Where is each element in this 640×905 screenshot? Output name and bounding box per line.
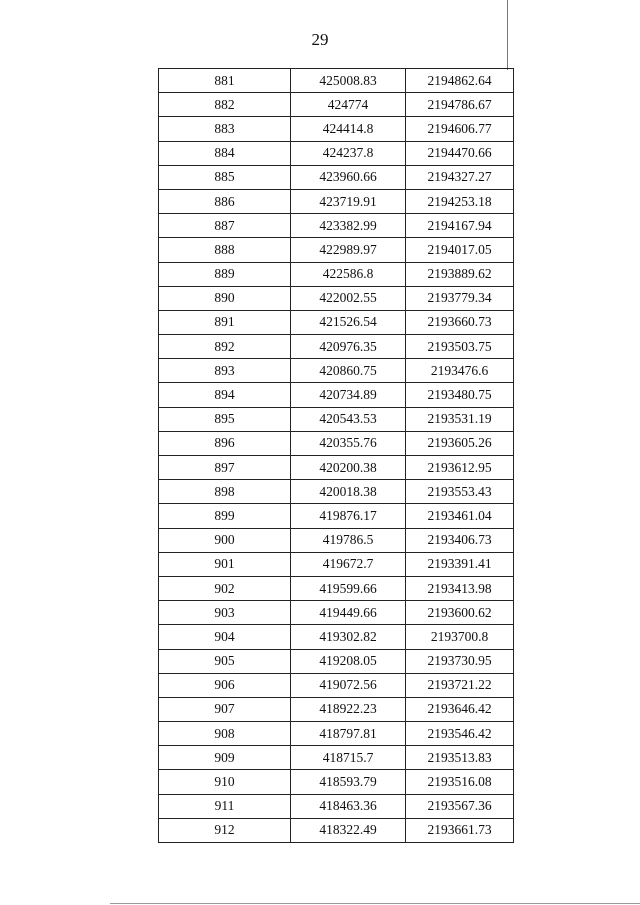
- page-number: 29: [311, 30, 329, 49]
- x-coordinate-cell: 419786.5: [291, 528, 406, 552]
- table-row: [159, 117, 514, 141]
- point-id-cell: 887: [159, 214, 291, 238]
- point-id-cell: 891: [159, 310, 291, 334]
- table-row: [159, 165, 514, 189]
- y-coordinate-cell: 2193516.08: [406, 770, 514, 794]
- x-coordinate-cell: 420860.75: [291, 359, 406, 383]
- y-coordinate-cell: 2193503.75: [406, 335, 514, 359]
- table-row: [159, 431, 514, 455]
- table-row: [159, 238, 514, 262]
- x-coordinate-cell: 419208.05: [291, 649, 406, 673]
- y-coordinate-cell: 2193553.43: [406, 480, 514, 504]
- table-row: [159, 649, 514, 673]
- x-coordinate-cell: 418593.79: [291, 770, 406, 794]
- table-row: [159, 770, 514, 794]
- scan-margin-line: [507, 0, 508, 70]
- point-id-cell: 901: [159, 552, 291, 576]
- y-coordinate-cell: 2194786.67: [406, 93, 514, 117]
- x-coordinate-cell: 424414.8: [291, 117, 406, 141]
- table-row: [159, 746, 514, 770]
- y-coordinate-cell: 2193779.34: [406, 286, 514, 310]
- y-coordinate-cell: 2193600.62: [406, 601, 514, 625]
- x-coordinate-cell: 418715.7: [291, 746, 406, 770]
- y-coordinate-cell: 2193721.22: [406, 673, 514, 697]
- point-id-cell: 890: [159, 286, 291, 310]
- table-row: [159, 407, 514, 431]
- y-coordinate-cell: 2193700.8: [406, 625, 514, 649]
- x-coordinate-cell: 420734.89: [291, 383, 406, 407]
- point-id-cell: 910: [159, 770, 291, 794]
- x-coordinate-cell: 423960.66: [291, 165, 406, 189]
- table-row: [159, 818, 514, 842]
- table-row: [159, 722, 514, 746]
- y-coordinate-cell: 2194606.77: [406, 117, 514, 141]
- point-id-cell: 909: [159, 746, 291, 770]
- y-coordinate-cell: 2193646.42: [406, 697, 514, 721]
- point-id-cell: 892: [159, 335, 291, 359]
- x-coordinate-cell: 420355.76: [291, 431, 406, 455]
- y-coordinate-cell: 2193567.36: [406, 794, 514, 818]
- point-id-cell: 912: [159, 818, 291, 842]
- y-coordinate-cell: 2193531.19: [406, 407, 514, 431]
- y-coordinate-cell: 2193730.95: [406, 649, 514, 673]
- coordinate-table: [158, 68, 514, 843]
- point-id-cell: 896: [159, 431, 291, 455]
- y-coordinate-cell: 2193612.95: [406, 456, 514, 480]
- y-coordinate-cell: 2194862.64: [406, 69, 514, 93]
- y-coordinate-cell: 2193889.62: [406, 262, 514, 286]
- y-coordinate-cell: 2193391.41: [406, 552, 514, 576]
- y-coordinate-cell: 2194327.27: [406, 165, 514, 189]
- table-row: [159, 601, 514, 625]
- point-id-cell: 906: [159, 673, 291, 697]
- x-coordinate-cell: 419302.82: [291, 625, 406, 649]
- coordinate-table-body: [159, 69, 514, 843]
- x-coordinate-cell: 420200.38: [291, 456, 406, 480]
- scan-edge-line: [110, 903, 640, 904]
- point-id-cell: 886: [159, 189, 291, 213]
- x-coordinate-cell: 418463.36: [291, 794, 406, 818]
- table-row: [159, 576, 514, 600]
- y-coordinate-cell: 2193476.6: [406, 359, 514, 383]
- table-row: [159, 480, 514, 504]
- y-coordinate-cell: 2193461.04: [406, 504, 514, 528]
- y-coordinate-cell: 2193546.42: [406, 722, 514, 746]
- table-row: [159, 456, 514, 480]
- x-coordinate-cell: 420018.38: [291, 480, 406, 504]
- point-id-cell: 902: [159, 576, 291, 600]
- point-id-cell: 893: [159, 359, 291, 383]
- point-id-cell: 885: [159, 165, 291, 189]
- point-id-cell: 889: [159, 262, 291, 286]
- x-coordinate-cell: 423719.91: [291, 189, 406, 213]
- y-coordinate-cell: 2193413.98: [406, 576, 514, 600]
- x-coordinate-cell: 418797.81: [291, 722, 406, 746]
- table-row: [159, 697, 514, 721]
- x-coordinate-cell: 423382.99: [291, 214, 406, 238]
- x-coordinate-cell: 425008.83: [291, 69, 406, 93]
- table-row: [159, 69, 514, 93]
- table-row: [159, 528, 514, 552]
- point-id-cell: 904: [159, 625, 291, 649]
- table-row: [159, 383, 514, 407]
- x-coordinate-cell: 422989.97: [291, 238, 406, 262]
- point-id-cell: 888: [159, 238, 291, 262]
- table-row: [159, 93, 514, 117]
- point-id-cell: 894: [159, 383, 291, 407]
- x-coordinate-cell: 420543.53: [291, 407, 406, 431]
- table-row: [159, 310, 514, 334]
- point-id-cell: 900: [159, 528, 291, 552]
- table-row: [159, 286, 514, 310]
- point-id-cell: 898: [159, 480, 291, 504]
- point-id-cell: 908: [159, 722, 291, 746]
- table-row: [159, 673, 514, 697]
- table-row: [159, 504, 514, 528]
- point-id-cell: 905: [159, 649, 291, 673]
- x-coordinate-cell: 422002.55: [291, 286, 406, 310]
- y-coordinate-cell: 2193660.73: [406, 310, 514, 334]
- y-coordinate-cell: 2193661.73: [406, 818, 514, 842]
- x-coordinate-cell: 424774: [291, 93, 406, 117]
- table-row: [159, 189, 514, 213]
- point-id-cell: 897: [159, 456, 291, 480]
- x-coordinate-cell: 418322.49: [291, 818, 406, 842]
- y-coordinate-cell: 2193605.26: [406, 431, 514, 455]
- table-row: [159, 794, 514, 818]
- table-row: [159, 625, 514, 649]
- point-id-cell: 903: [159, 601, 291, 625]
- table-row: [159, 262, 514, 286]
- x-coordinate-cell: 419599.66: [291, 576, 406, 600]
- point-id-cell: 907: [159, 697, 291, 721]
- point-id-cell: 884: [159, 141, 291, 165]
- y-coordinate-cell: 2194167.94: [406, 214, 514, 238]
- table-row: [159, 359, 514, 383]
- x-coordinate-cell: 424237.8: [291, 141, 406, 165]
- table-row: [159, 141, 514, 165]
- point-id-cell: 883: [159, 117, 291, 141]
- point-id-cell: 882: [159, 93, 291, 117]
- x-coordinate-cell: 420976.35: [291, 335, 406, 359]
- y-coordinate-cell: 2194017.05: [406, 238, 514, 262]
- x-coordinate-cell: 421526.54: [291, 310, 406, 334]
- table-row: [159, 552, 514, 576]
- point-id-cell: 899: [159, 504, 291, 528]
- x-coordinate-cell: 422586.8: [291, 262, 406, 286]
- x-coordinate-cell: 418922.23: [291, 697, 406, 721]
- x-coordinate-cell: 419672.7: [291, 552, 406, 576]
- y-coordinate-cell: 2194253.18: [406, 189, 514, 213]
- y-coordinate-cell: 2194470.66: [406, 141, 514, 165]
- y-coordinate-cell: 2193406.73: [406, 528, 514, 552]
- y-coordinate-cell: 2193513.83: [406, 746, 514, 770]
- y-coordinate-cell: 2193480.75: [406, 383, 514, 407]
- point-id-cell: 881: [159, 69, 291, 93]
- point-id-cell: 895: [159, 407, 291, 431]
- x-coordinate-cell: 419072.56: [291, 673, 406, 697]
- table-row: [159, 335, 514, 359]
- table-row: [159, 214, 514, 238]
- x-coordinate-cell: 419876.17: [291, 504, 406, 528]
- point-id-cell: 911: [159, 794, 291, 818]
- x-coordinate-cell: 419449.66: [291, 601, 406, 625]
